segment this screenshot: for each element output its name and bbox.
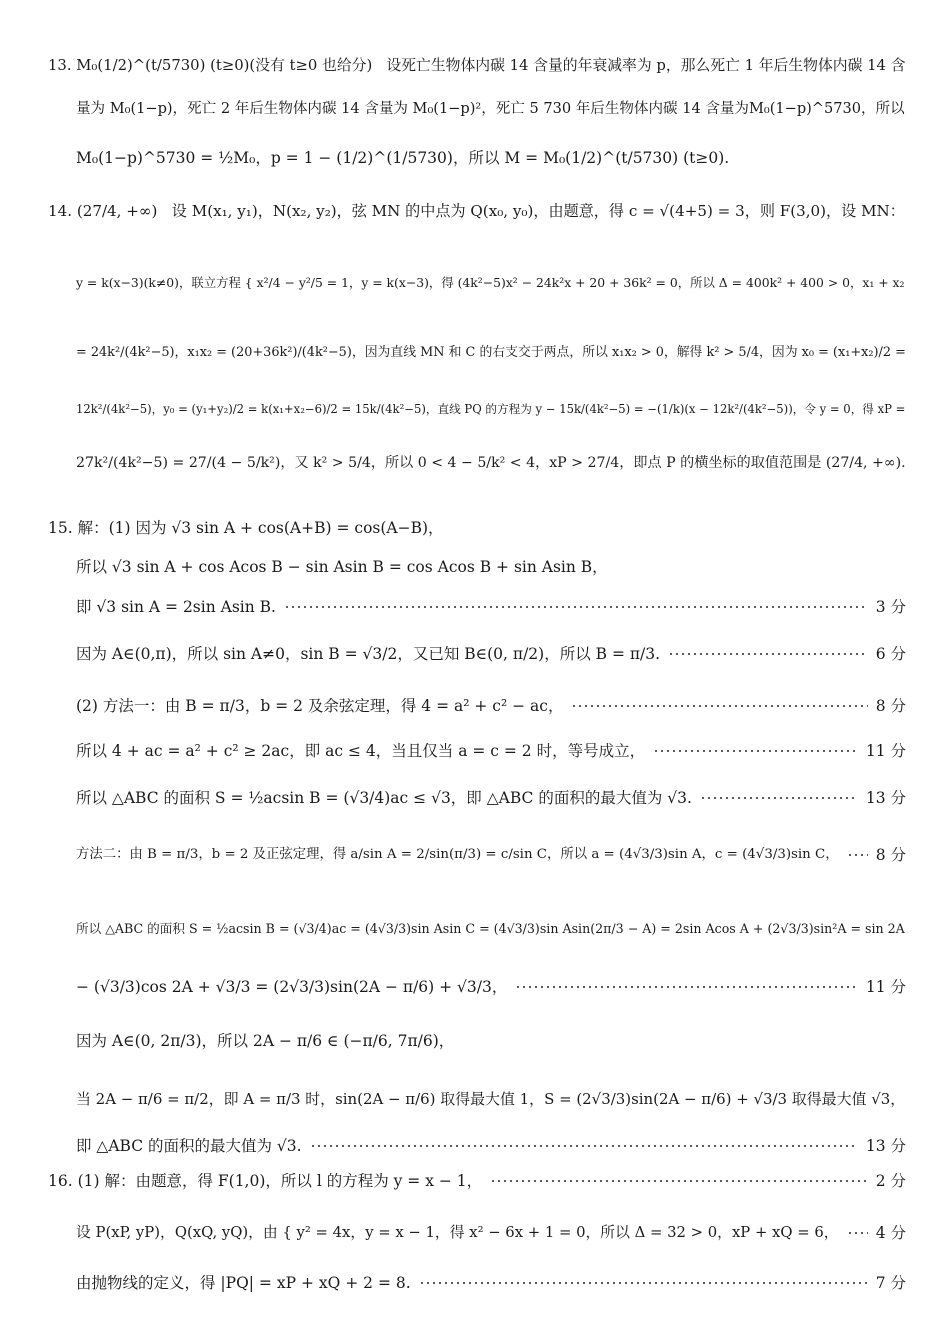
q14-line-4: 12k²/(4k²−5)，y₀ = (y₁+y₂)/2 = k(x₁+x₂−6)/2 = 15k/(4k²−5)，直线 PQ 的方程为 y − 15k/(4k²−5) = −(1/k)(x − 12k²/(4k²−5))，令 y = 0，得 xP = bbox=[76, 402, 906, 416]
q14-line-1: 14. (27/4, +∞) 设 M(x₁, y₁)，N(x₂, y₂)，弦 MN 的中点为 Q(x₀, y₀)，由题意，得 c = √(4+5) = 3，则 F(3,0)，设 MN： bbox=[48, 202, 905, 220]
score-label: 4 分 bbox=[875, 1224, 906, 1242]
dot-leader bbox=[847, 854, 868, 856]
score-label: 11 分 bbox=[865, 978, 906, 996]
dot-leader bbox=[310, 1145, 858, 1147]
dot-leader bbox=[515, 986, 857, 988]
q15-line-9: 所以 △ABC 的面积 S = ½acsin B = (√3/4)ac = (4√3/3)sin Asin C = (4√3/3)sin Asin(2π/3 − A) = 2sin Acos A + (2√3/3)sin²A = sin 2A bbox=[76, 921, 905, 936]
score-label: 7 分 bbox=[875, 1274, 906, 1292]
score-label: 11 分 bbox=[865, 742, 906, 760]
q15-line-13: 即 △ABC 的面积的最大值为 √3. 13 分 bbox=[76, 1137, 906, 1155]
dot-leader bbox=[571, 705, 867, 707]
q14-line-5: 27k²/(4k²−5) = 27/(4 − 5/k²)，又 k² > 5/4，所以 0 < 4 − 5/k² < 4，xP > 27/4，即点 P 的横坐标的取值范围是 (27/4, +∞). bbox=[76, 455, 906, 471]
q15-line-8: 方法二：由 B = π/3，b = 2 及正弦定理，得 a/sin A = 2/sin(π/3) = c/sin C，所以 a = (4√3/3)sin A，c = (4√3/3)sin C， 8 分 bbox=[76, 846, 906, 864]
score-label: 2 分 bbox=[875, 1172, 906, 1190]
q15-line-11: 因为 A∈(0, 2π/3)，所以 2A − π/6 ∈ (−π/6, 7π/6)， bbox=[76, 1032, 455, 1050]
dot-leader bbox=[668, 653, 868, 655]
q15-line-12: 当 2A − π/6 = π/2，即 A = π/3 时，sin(2A − π/6) 取得最大值 1，S = (2√3/3)sin(2A − π/6) + √3/3 取得最大值 √3， bbox=[76, 1090, 906, 1108]
dot-leader bbox=[490, 1180, 868, 1182]
dot-leader bbox=[847, 1232, 868, 1234]
q16-line-2: 设 P(xP, yP)，Q(xQ, yQ)，由 { y² = 4x，y = x − 1，得 x² − 6x + 1 = 0，所以 Δ = 32 > 0，xP + xQ = 6， 4 分 bbox=[76, 1224, 906, 1242]
q13-line-1: 13. M₀(1/2)^(t/5730) (t≥0)(没有 t≥0 也给分) 设死亡生物体内碳 14 含量的年衰减率为 p，那么死亡 1 年后生物体内碳 14 含 bbox=[48, 57, 906, 74]
q15-line-10: − (√3/3)cos 2A + √3/3 = (2√3/3)sin(2A − π/6) + √3/3， 11 分 bbox=[76, 978, 906, 996]
q14-line-3: = 24k²/(4k²−5)，x₁x₂ = (20+36k²)/(4k²−5)，因为直线 MN 和 C 的右支交于两点，所以 x₁x₂ > 0，解得 k² > 5/4，因为 x₀ = (x₁+x₂)/2 = bbox=[76, 345, 906, 360]
dot-leader bbox=[700, 797, 858, 799]
q15-line-3: 即 √3 sin A = 2sin Asin B. 3 分 bbox=[76, 598, 906, 616]
q15-line-2: 所以 √3 sin A + cos Acos B − sin Asin B = cos Acos B + sin Asin B， bbox=[76, 558, 608, 576]
q16-line-1: 16. (1) 解：由题意，得 F(1,0)，所以 l 的方程为 y = x − 1， 2 分 bbox=[48, 1172, 906, 1190]
q16-line-3: 由抛物线的定义，得 |PQ| = xP + xQ + 2 = 8. 7 分 bbox=[76, 1274, 906, 1292]
q15-line-1: 15. 解：(1) 因为 √3 sin A + cos(A+B) = cos(A−B)， bbox=[48, 519, 444, 537]
score-label: 8 分 bbox=[875, 846, 906, 864]
q15-line-6: 所以 4 + ac = a² + c² ≥ 2ac，即 ac ≤ 4，当且仅当 a = c = 2 时，等号成立， 11 分 bbox=[76, 742, 906, 760]
q13-line-3: M₀(1−p)^5730 = ½M₀，p = 1 − (1/2)^(1/5730)，所以 M = M₀(1/2)^(t/5730) (t≥0). bbox=[76, 149, 730, 167]
score-label: 13 分 bbox=[865, 789, 906, 807]
dot-leader bbox=[284, 606, 868, 608]
score-label: 6 分 bbox=[875, 645, 906, 663]
q15-line-5: (2) 方法一：由 B = π/3，b = 2 及余弦定理，得 4 = a² + c² − ac， 8 分 bbox=[76, 697, 906, 715]
q14-line-2: y = k(x−3)(k≠0)，联立方程 { x²/4 − y²/5 = 1，y = k(x−3)，得 (4k²−5)x² − 24k²x + 20 + 36k² = 0，所以 Δ = 400k² + 400 > 0，x₁ + x₂ bbox=[76, 275, 905, 290]
dot-leader bbox=[419, 1282, 868, 1284]
score-label: 3 分 bbox=[875, 598, 906, 616]
q15-line-7: 所以 △ABC 的面积 S = ½acsin B = (√3/4)ac ≤ √3，即 △ABC 的面积的最大值为 √3. 13 分 bbox=[76, 789, 906, 807]
q15-line-4: 因为 A∈(0,π)，所以 sin A≠0，sin B = √3/2，又已知 B∈(0, π/2)，所以 B = π/3. 6 分 bbox=[76, 645, 906, 663]
score-label: 8 分 bbox=[875, 697, 906, 715]
score-label: 13 分 bbox=[865, 1137, 906, 1155]
q13-line-2: 量为 M₀(1−p)，死亡 2 年后生物体内碳 14 含量为 M₀(1−p)²，死亡 5 730 年后生物体内碳 14 含量为M₀(1−p)^5730，所以 bbox=[76, 100, 905, 117]
dot-leader bbox=[653, 750, 858, 752]
